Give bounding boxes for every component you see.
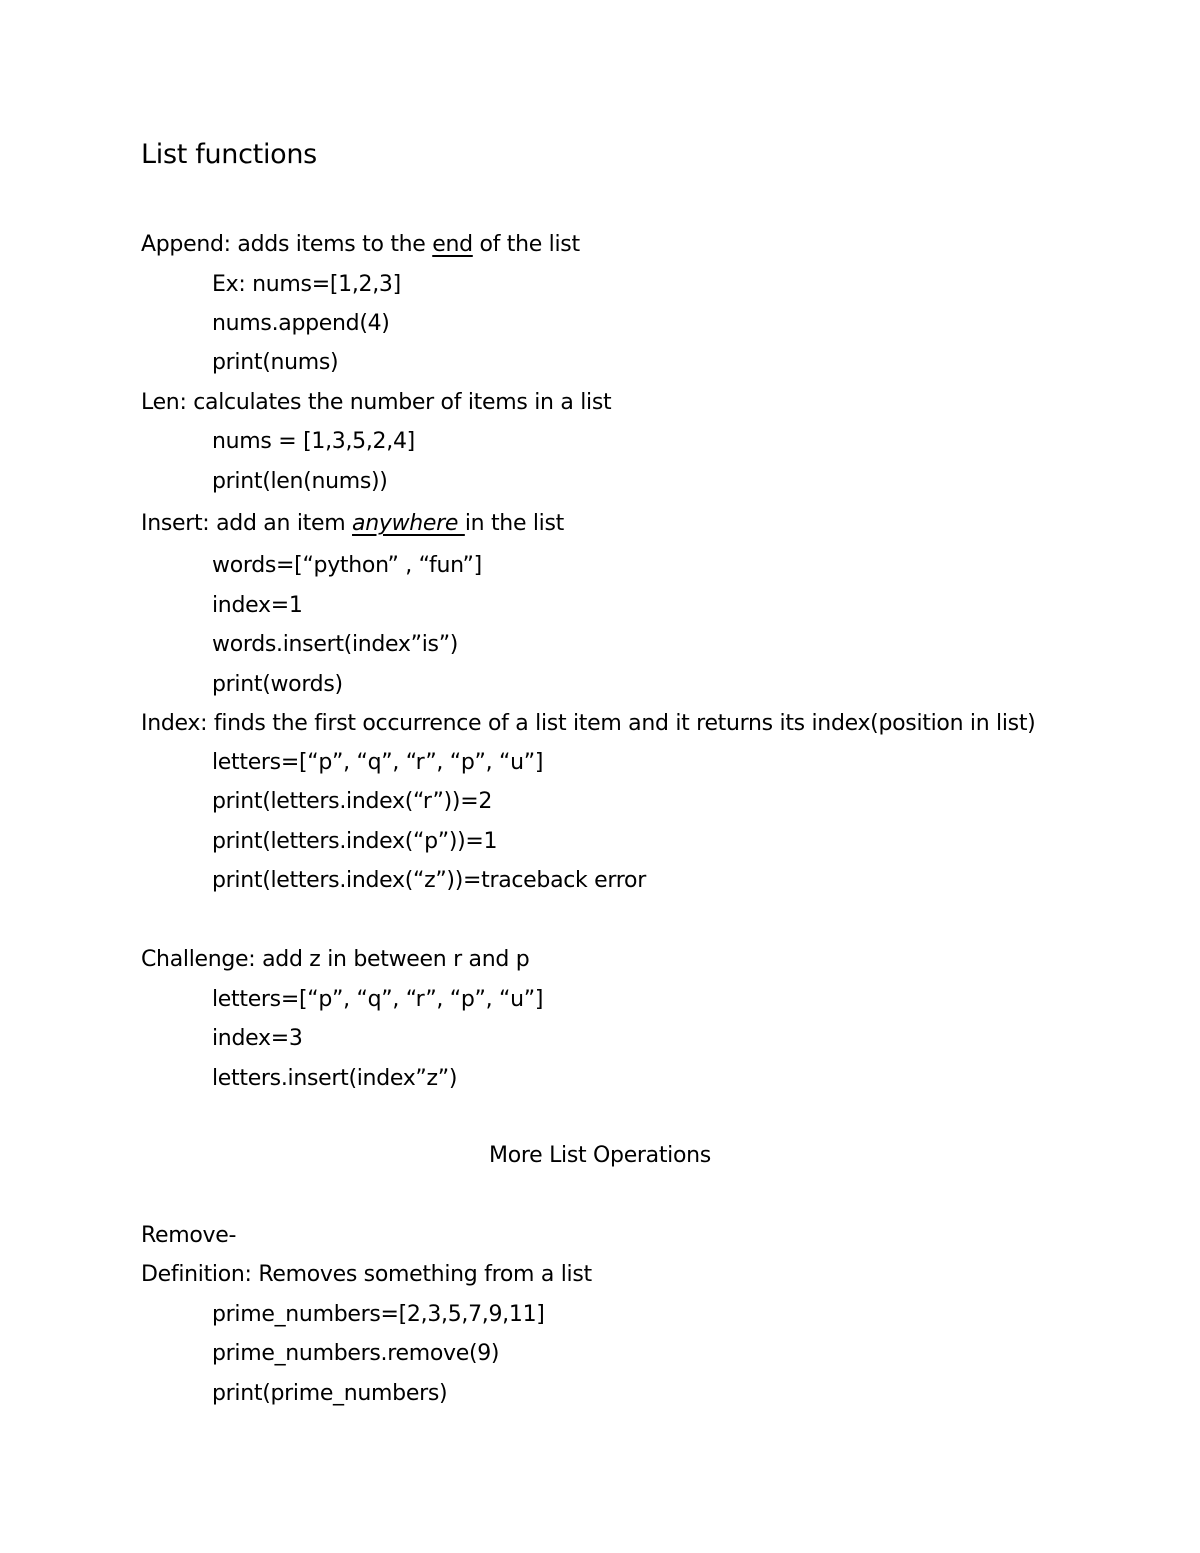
- remove-definition: Definition: Removes something from a list: [141, 1262, 592, 1287]
- code-line: letters.insert(index”z”): [212, 1066, 458, 1091]
- code-line: words=[“python” , “fun”]: [212, 553, 482, 578]
- section-heading: More List Operations: [489, 1143, 711, 1168]
- code-line: letters=[“p”, “q”, “r”, “p”, “u”]: [212, 750, 544, 775]
- append-label: Append: adds items to the: [141, 232, 433, 257]
- code-line: print(letters.index(“z”))=traceback error: [212, 868, 646, 893]
- insert-tail: in the list: [464, 511, 564, 536]
- insert-label: Insert: add an item: [141, 511, 353, 536]
- code-line: nums = [1,3,5,2,4]: [212, 429, 415, 454]
- append-emphasis: end: [432, 232, 473, 257]
- code-line: print(letters.index(“r”))=2: [212, 789, 493, 814]
- remove-heading: Remove-: [141, 1223, 237, 1248]
- code-line: Ex: nums=[1,2,3]: [212, 272, 401, 297]
- insert-heading: [141, 509, 564, 539]
- code-line: words.insert(index”is”): [212, 632, 459, 657]
- code-line: index=3: [212, 1026, 303, 1051]
- index-heading: Index: finds the first occurrence of a list item and it returns its index(position in list): [141, 711, 1036, 736]
- code-line: print(nums): [212, 350, 339, 375]
- code-line: letters=[“p”, “q”, “r”, “p”, “u”]: [212, 987, 544, 1012]
- code-line: print(letters.index(“p”))=1: [212, 829, 498, 854]
- code-line: print(len(nums)): [212, 469, 388, 494]
- code-line: index=1: [212, 593, 303, 618]
- len-heading: Len: calculates the number of items in a list: [141, 390, 612, 415]
- insert-emphasis: anywhere: [352, 511, 465, 536]
- append-tail: of the list: [472, 232, 580, 257]
- code-line: print(words): [212, 672, 343, 697]
- code-line: nums.append(4): [212, 311, 390, 336]
- page-title: List functions: [141, 139, 317, 170]
- code-line: prime_numbers.remove(9): [212, 1341, 500, 1366]
- append-heading: [141, 230, 580, 260]
- code-line: prime_numbers=[2,3,5,7,9,11]: [212, 1302, 545, 1327]
- code-line: print(prime_numbers): [212, 1381, 448, 1406]
- challenge-heading: Challenge: add z in between r and p: [141, 947, 530, 972]
